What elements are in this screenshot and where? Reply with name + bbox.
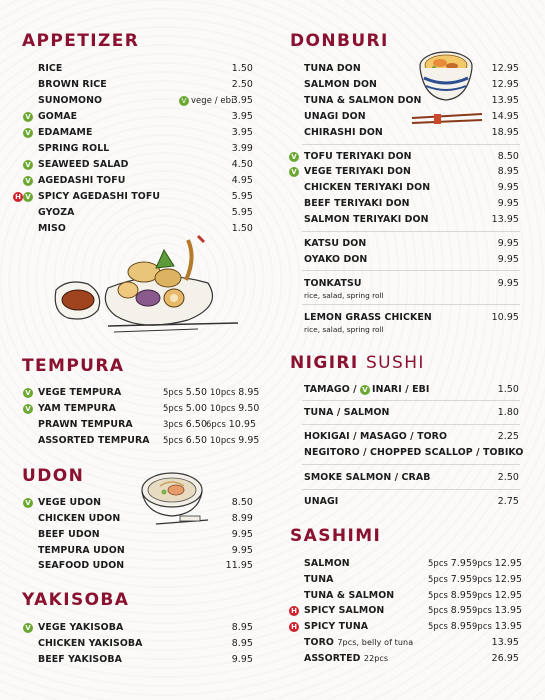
menu-item: VEGE TEMPURA 5pcs 5.50 10pcs 8.95 [38,387,260,398]
menu-item: SEAFOOD UDON 11.95 [38,560,253,571]
menu-item: BEEF YAKISOBA 9.95 [38,654,253,665]
menu-item: KATSU DON 9.95 [304,238,519,249]
vegetarian-icon: V [23,388,33,398]
spicy-icon: H [289,606,299,616]
menu-item: LEMON GRASS CHICKEN 10.95 [304,312,519,323]
menu-item: SPICY AGEDASHI TOFU 5.95 [38,191,253,202]
menu-item: GYOZA 5.95 [38,207,253,218]
menu-item: TUNA & SALMON DON 13.95 [304,95,519,106]
menu-item: VEGE UDON 8.50 [38,497,253,508]
menu-item: TUNA & SALMON 5pcs 8.95 9pcs 12.95 [304,590,523,601]
menu-item: CHIRASHI DON 18.95 [304,127,519,138]
menu-item: TUNA / SALMON 1.80 [304,407,519,418]
menu-item: UNAGI DON 14.95 [304,111,519,122]
menu-item: VEGE YAKISOBA 8.95 [38,622,253,633]
donburi-heading: DONBURI [290,31,389,51]
menu-item: TUNA 5pcs 7.95 9pcs 12.95 [304,574,523,585]
divider [302,304,520,305]
menu-item: TUNA DON 12.95 [304,63,519,74]
vegetarian-icon: V [360,385,370,395]
spicy-icon: H [289,622,299,632]
menu-item: PRAWN TEMPURA 3pcs 6.50 6pcs 10.95 [38,419,257,430]
menu-item: TOFU TERIYAKI DON 8.50 [304,151,519,162]
vegetarian-icon: V [23,176,33,186]
vegetarian-icon: V [23,112,33,122]
menu-item: SALMON TERIYAKI DON 13.95 [304,214,519,225]
vegetarian-icon: V [23,498,33,508]
menu-item: SPICY SALMON 5pcs 8.95 9pcs 13.95 [304,605,523,616]
menu-item: SEAWEED SALAD 4.50 [38,159,253,170]
menu-item: TEMPURA UDON 9.95 [38,545,253,556]
vegetarian-icon: V [23,623,33,633]
item-description: rice, salad, spring roll [304,325,384,334]
menu-item: HOKIGAI / MASAGO / TORO 2.25 [304,431,519,442]
vegetarian-icon: V [23,160,33,170]
menu-item: TAMAGO / V INARI / EBI 1.50 [304,384,519,395]
vegetarian-icon: V [23,192,33,202]
tempura-platter-illustration [48,228,248,338]
item-description: rice, salad, spring roll [304,291,384,300]
menu-item: MISO 1.50 [38,223,253,234]
menu-item: BEEF TERIYAKI DON 9.95 [304,198,519,209]
menu-item: YAM TEMPURA 5pcs 5.00 10pcs 9.50 [38,403,260,414]
menu-item: SALMON 5pcs 7.95 9pcs 12.95 [304,558,523,569]
divider [302,489,520,490]
menu-item: NEGITORO / CHOPPED SCALLOP / TOBIKO [304,447,524,458]
menu-item: CHICKEN YAKISOBA 8.95 [38,638,253,649]
yakisoba-heading: YAKISOBA [22,590,130,610]
sashimi-heading: SASHIMI [290,526,382,546]
vegetarian-icon: V [289,167,299,177]
menu-item: ASSORTED 22pcs 26.95 [304,653,519,664]
menu-item: VEGE TERIYAKI DON 8.95 [304,166,519,177]
menu-item: SPRING ROLL 3.99 [38,143,253,154]
menu-item: TONKATSU 9.95 [304,278,519,289]
menu-item: TORO 7pcs, belly of tuna 13.95 [304,637,519,648]
menu-item: EDAMAME 3.95 [38,127,253,138]
udon-heading: UDON [22,466,85,486]
menu-item: BEEF UDON 9.95 [38,529,253,540]
menu-item: CHICKEN TERIYAKI DON 9.95 [304,182,519,193]
menu-item: ASSORTED TEMPURA 5pcs 6.50 10pcs 9.95 [38,435,260,446]
menu-item: AGEDASHI TOFU 4.95 [38,175,253,186]
vegetarian-icon: V [289,152,299,162]
menu-item: SMOKE SALMON / CRAB 2.50 [304,472,519,483]
divider [302,464,520,465]
menu-item: CHICKEN UDON 8.99 [38,513,253,524]
menu-item: SPICY TUNA 5pcs 8.95 9pcs 13.95 [304,621,523,632]
appetizer-heading: APPETIZER [22,31,140,51]
tempura-heading: TEMPURA [22,356,125,376]
menu-item: OYAKO DON 9.95 [304,254,519,265]
divider [302,144,520,145]
menu-item: SALMON DON 12.95 [304,79,519,90]
divider [302,231,520,232]
divider [302,400,520,401]
menu-item: SUNOMONO V vege / ebi 3.95 [38,95,253,106]
vegetarian-icon: V [23,128,33,138]
spicy-icon: H [13,192,23,202]
menu-item: RICE 1.50 [38,63,253,74]
vegetarian-icon: V [23,404,33,414]
nigiri-heading: NIGIRI SUSHI [290,353,425,373]
menu-item: UNAGI 2.75 [304,496,519,507]
divider [302,424,520,425]
menu-item: BROWN RICE 2.50 [38,79,253,90]
vegetarian-icon: V [179,96,189,106]
divider [302,270,520,271]
menu-item: GOMAE 3.95 [38,111,253,122]
